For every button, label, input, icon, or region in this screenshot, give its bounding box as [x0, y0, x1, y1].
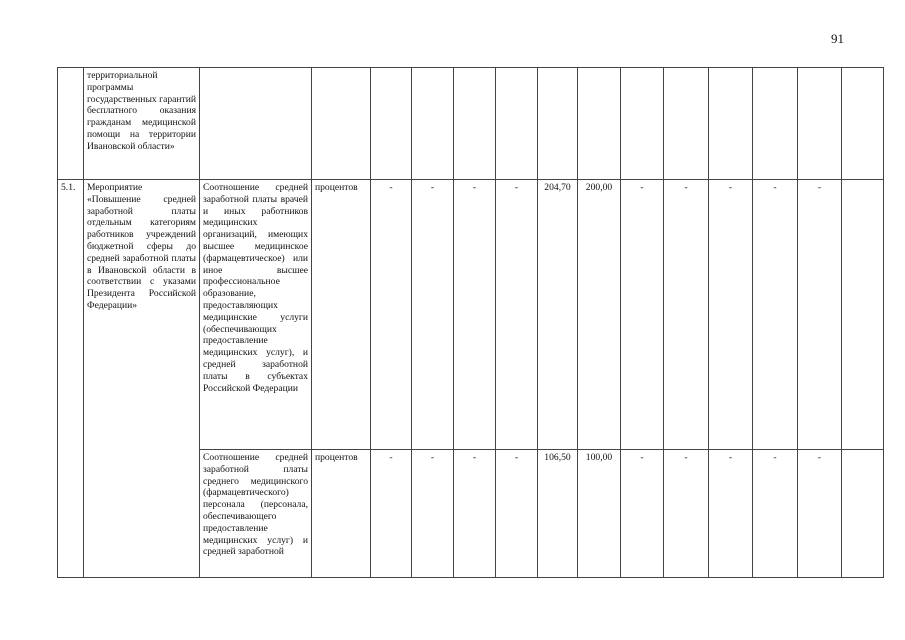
- value-cell: -: [664, 450, 709, 578]
- value-cell: -: [496, 450, 538, 578]
- value-cell: [753, 68, 798, 180]
- value-cell: 200,00: [578, 180, 621, 450]
- value-cell: [538, 68, 578, 180]
- page-number: 91: [831, 31, 844, 46]
- value-cell: -: [371, 180, 412, 450]
- row-number-cell: 5.1.: [58, 180, 84, 578]
- program-table: [57, 67, 884, 578]
- value-cell: -: [412, 180, 454, 450]
- value-cell: [371, 68, 412, 180]
- value-cell: -: [454, 450, 496, 578]
- value-cell: [454, 68, 496, 180]
- value-cell: -: [621, 450, 664, 578]
- value-cell: [621, 68, 664, 180]
- value-cell: -: [798, 180, 842, 450]
- value-cell: [664, 68, 709, 180]
- value-cell: [798, 68, 842, 180]
- unit-cell: процентов: [312, 180, 371, 450]
- value-cell: -: [454, 180, 496, 450]
- value-cell: -: [664, 180, 709, 450]
- value-cell: 106,50: [538, 450, 578, 578]
- row-number-cell: [58, 68, 84, 180]
- value-cell: -: [496, 180, 538, 450]
- value-cell: -: [798, 450, 842, 578]
- indicator-cell: Соотношение средней заработной платы среднего медицинского (фармацевтического) персонала (персонала, обеспечивающего предоставление медицинских услуг) и средней заработной: [200, 450, 312, 578]
- value-cell: [578, 68, 621, 180]
- value-cell: -: [753, 450, 798, 578]
- value-cell: -: [621, 180, 664, 450]
- value-cell: -: [753, 180, 798, 450]
- value-cell: 204,70: [538, 180, 578, 450]
- value-cell: [842, 68, 884, 180]
- unit-cell: процентов: [312, 450, 371, 578]
- indicator-cell: Соотношение средней заработной платы врачей и иных работников медицинских организаций, имеющих высшее медицинское (фармацевтическое) или иное высшее профессиональное образование, предоставляющих медицинские услуги (обеспечивающих предоставление медицинских услуг), и средней заработной платы в субъектах Российской Федерации: [200, 180, 312, 450]
- value-cell: -: [371, 450, 412, 578]
- value-cell: -: [709, 450, 753, 578]
- value-cell: [412, 68, 454, 180]
- event-name-cell: территориальной программы государственных гарантий бесплатного оказания гражданам медицинской помощи на территории Ивановской области»: [84, 68, 200, 180]
- table-row: [58, 180, 884, 450]
- value-cell: [496, 68, 538, 180]
- event-name-cell: Мероприятие «Повышение средней заработной платы отдельным категориям работников учреждений бюджетной сферы до средней заработной платы в Ивановской области в соответствии с указами Президента Российской Федерации»: [84, 180, 200, 578]
- value-cell: -: [709, 180, 753, 450]
- table-row: [58, 68, 884, 180]
- value-cell: 100,00: [578, 450, 621, 578]
- value-cell: -: [412, 450, 454, 578]
- unit-cell: [312, 68, 371, 180]
- value-cell: [709, 68, 753, 180]
- value-cell: [842, 180, 884, 450]
- indicator-cell: [200, 68, 312, 180]
- value-cell: [842, 450, 884, 578]
